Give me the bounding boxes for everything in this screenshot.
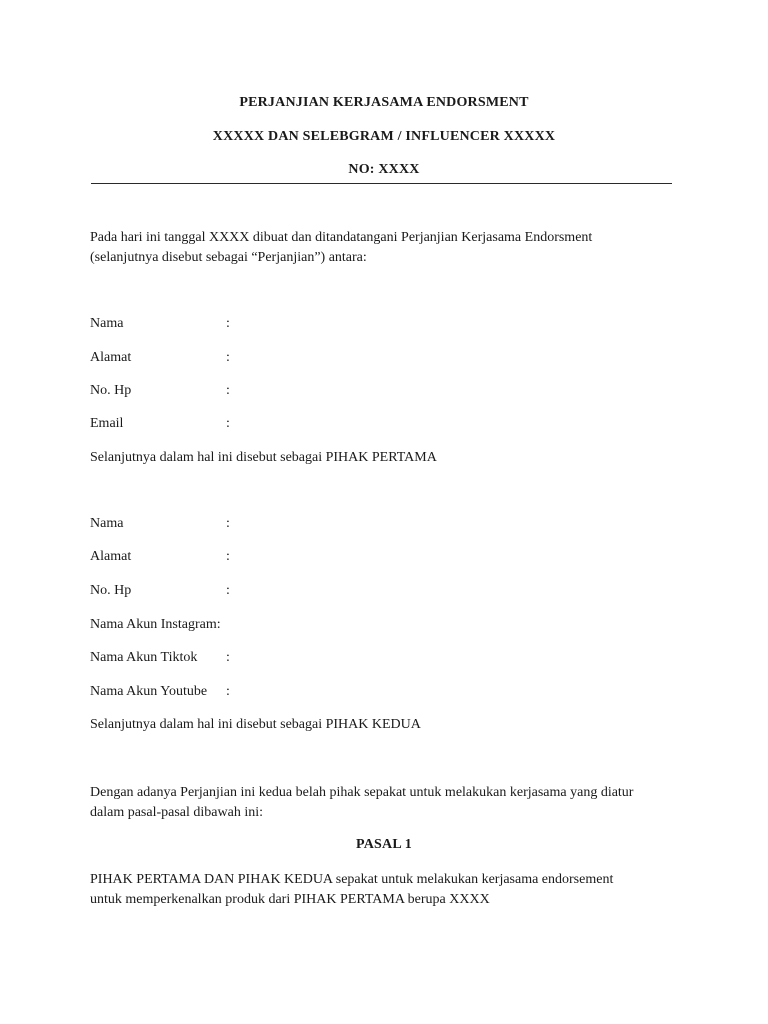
field-colon: : bbox=[226, 516, 230, 531]
field-colon: : bbox=[226, 350, 230, 365]
field-colon: : bbox=[226, 684, 230, 699]
field-colon: : bbox=[226, 650, 230, 665]
pasal-1-line-2: untuk memperkenalkan produk dari PIHAK PERTAMA berupa XXXX bbox=[90, 892, 490, 907]
field-label: Nama Akun Tiktok bbox=[90, 650, 198, 665]
party1-statement: Selanjutnya dalam hal ini disebut sebagai PIHAK PERTAMA bbox=[90, 450, 437, 465]
agreement-paragraph bbox=[90, 783, 690, 823]
intro-paragraph bbox=[90, 228, 690, 268]
field-label: No. Hp bbox=[90, 583, 132, 598]
document-parties: XXXXX DAN SELEBGRAM / INFLUENCER XXXXX bbox=[212, 129, 556, 144]
field-label: Email bbox=[90, 416, 124, 431]
field-label: Alamat bbox=[90, 350, 132, 365]
pasal-1-line-1: PIHAK PERTAMA DAN PIHAK KEDUA sepakat untuk melakukan kerjasama endorsement bbox=[90, 872, 614, 887]
pasal-1-paragraph bbox=[90, 870, 690, 910]
intro-line-1: Pada hari ini tanggal XXXX dibuat dan ditandatangani Perjanjian Kerjasama Endorsment bbox=[90, 230, 593, 245]
field-colon: : bbox=[226, 549, 230, 564]
header-divider bbox=[91, 183, 672, 184]
field-colon: : bbox=[226, 416, 230, 431]
document-number: NO: XXXX bbox=[348, 162, 420, 177]
pasal-1-heading: PASAL 1 bbox=[356, 837, 412, 852]
field-colon: : bbox=[226, 383, 230, 398]
field-colon: : bbox=[226, 316, 230, 331]
agreement-line-2: dalam pasal-pasal dibawah ini: bbox=[90, 805, 263, 820]
field-label: No. Hp bbox=[90, 383, 132, 398]
party2-statement: Selanjutnya dalam hal ini disebut sebagai PIHAK KEDUA bbox=[90, 717, 421, 732]
document-title: PERJANJIAN KERJASAMA ENDORSMENT bbox=[239, 95, 529, 110]
field-label: Nama bbox=[90, 516, 124, 531]
field-label: Nama Akun Instagram: bbox=[90, 617, 221, 632]
field-label: Alamat bbox=[90, 549, 132, 564]
field-colon: : bbox=[226, 583, 230, 598]
field-label: Nama bbox=[90, 316, 124, 331]
field-label: Nama Akun Youtube bbox=[90, 684, 208, 699]
intro-line-2: (selanjutnya disebut sebagai “Perjanjian”) antara: bbox=[90, 250, 367, 265]
agreement-line-1: Dengan adanya Perjanjian ini kedua belah pihak sepakat untuk melakukan kerjasama yang diatur bbox=[90, 785, 634, 800]
